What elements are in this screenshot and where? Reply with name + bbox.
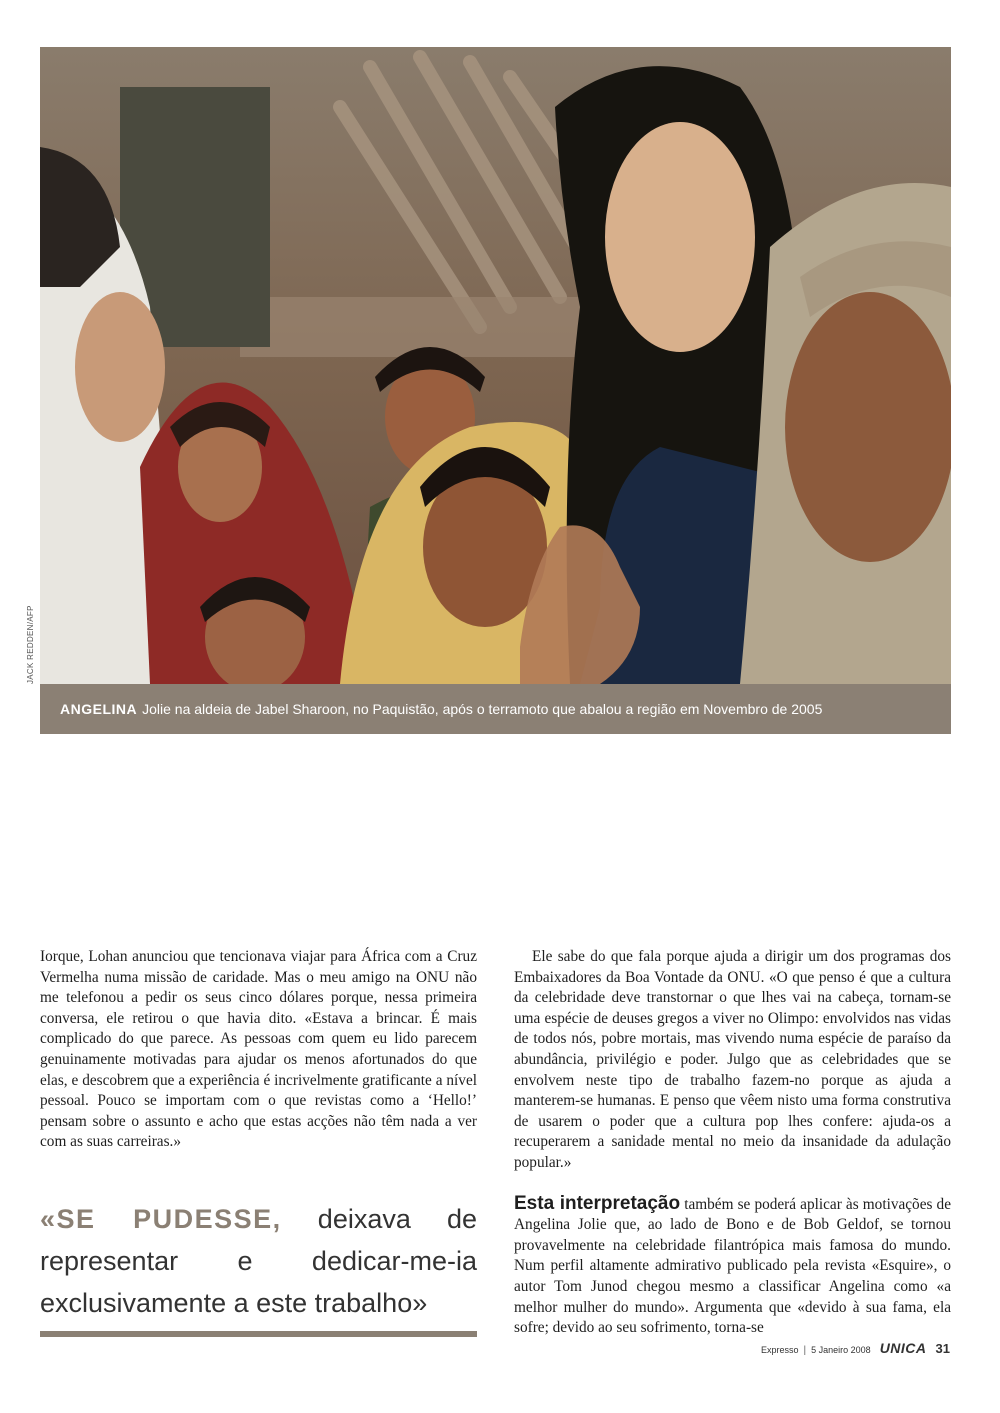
pull-quote-text: deixava de representar e dedicar-me-ia exclusivamente a este trabalho» [40, 1204, 477, 1318]
photo-credit: JACK REDDEN/AFP [26, 605, 35, 684]
right-column-paragraph-2 [514, 1194, 951, 1339]
paragraph-2-text: também se poderá aplicar às motivações de Angelina Jolie que, ao lado de Bono e de Bob Geldof, se tornou provavelmente na celebridade filantrópica mais famosa do mundo. Num perfil altamente admirativo publicado pela revista «Esquire», o autor Tom Junod chegou mesmo a classificar Angelina como «a melhor mulher do mundo». Argumenta que «devido à sua fama, ela sofre; devido ao seu sofrimento, torna-se [514, 1195, 951, 1337]
photo-caption [40, 684, 951, 734]
photo-illustration [40, 47, 951, 684]
footer-date: 5 Janeiro 2008 [811, 1345, 871, 1355]
left-column-paragraph: Iorque, Lohan anunciou que tencionava viajar para África com a Cruz Vermelha numa missão de caridade. Mas o meu amigo na ONU não me telefonou a pedir os seus cinco dólares porque, nessa primeira conversa, ele retirou o que havia dito. «Estava a brincar. É mais complicado do que parece. As pessoas com quem eu lido parecem genuinamente motivadas para ajudar os menos afortunados do que elas, e descobrem que a experiência é incrivelmente gratificante a nível pessoal. Pouco se importam com o que revistas como a ‘Hello!’ pensam sobre o assunto e acho que estas acções não têm nada a ver com as suas carreiras.» [40, 948, 477, 1151]
page-number: 31 [935, 1341, 950, 1356]
left-column [40, 947, 477, 1153]
paragraph-lead-in: Esta interpretação [514, 1192, 681, 1214]
caption-text: Jolie na aldeia de Jabel Sharoon, no Paquistão, após o terramoto que abalou a região em Novembro de 2005 [142, 701, 823, 717]
footer-separator: | [803, 1345, 807, 1356]
footer-magazine-logo: UNICA [879, 1340, 927, 1356]
feature-photo [40, 47, 951, 684]
caption-lead: ANGELINA [60, 701, 138, 717]
pull-quote-accent: «SE PUDESSE, [40, 1204, 282, 1234]
pull-quote [40, 1198, 477, 1324]
page-footer [761, 1340, 950, 1356]
right-column-paragraph-1: Ele sabe do que fala porque ajuda a dirigir um dos programas dos Embaixadores da Boa Vontade da ONU. «O que penso é que a cultura da celebridade deve transtornar o que lhes vai na cabeça, tornam-se uma espécie de deuses gregos a viver no Olimpo: envolvidos nas vidas de todos nós, pobre mortais, mas vivendo numa espécie de paraíso da abundância, privilégio e poder. Julgo que as celebridades que se envolvem neste tipo de trabalho fazem-no porque as ajuda a manterem-se humanas. E penso que vêem nisto uma forma construtiva de usarem o poder que a cultura pop lhes confere: ajuda-os a recuperarem a sanidade mental no meio da insanidade da adulação popular.» [514, 948, 951, 1171]
pull-quote-rule [40, 1331, 477, 1337]
footer-publication: Expresso [761, 1345, 799, 1355]
right-column [514, 947, 951, 1339]
